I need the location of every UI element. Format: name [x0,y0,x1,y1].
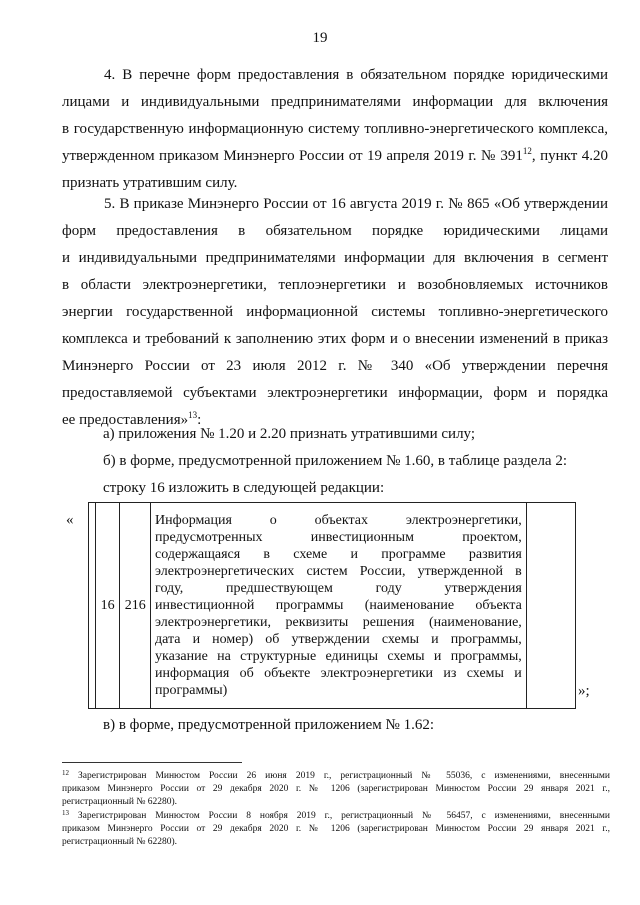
paragraph-5-line: в области электроэнергетики, теплоэнергетики и возобновляемых источников [62,277,608,293]
description-line: электроэнергетических систем России, утвержденной в [155,564,522,579]
page-number: 19 [312,30,328,46]
paragraph-5-line: Минэнерго России от 23 июля 2012 г. № 340 «Об утверждении перечня [62,358,608,374]
table-cell-description [151,503,527,709]
description-line: содержащаяся в схеме и программе развития [155,547,522,562]
footnote-line: регистрационный № 62280). [62,837,178,847]
item-v: в) в форме, предусмотренной приложением № 1.62: [103,717,435,733]
footnote-text: Зарегистрирован Минюстом России 8 ноября 2019 г., регистрационный № 56457, с изменениями, внесенными [69,811,610,821]
table-cell-empty [89,503,96,709]
description-line: инвестиционной программы (наименование объекта [155,598,522,613]
paragraph-4-line: признать утратившим силу. [62,175,238,191]
footnote-mark: 12 [62,769,69,777]
quote-close: »; [578,683,590,699]
footnote-line: приказом Минэнерго России от 29 декабря 2020 г. № 1206 (зарегистрирован Минюстом России 29 января 2021 г., [62,824,610,834]
description-line: программы) [155,683,228,698]
table-cell-row-number: 16 [95,503,120,709]
paragraph-5-text: ее предоставления» [62,412,189,428]
item-a: а) приложения № 1.20 и 2.20 признать утратившими силу; [103,426,476,442]
description-line: дата и номер) об утверждении схемы и программы, [155,632,522,647]
footnote-line: приказом Минэнерго России от 29 декабря 2020 г. № 1206 (зарегистрирован Минюстом России 29 января 2021 г., [62,784,610,794]
paragraph-5-line: энергии государственной информационной системы топливно-энергетического [62,304,608,320]
paragraph-5-line: предоставляемой субъектами электроэнергетики информации, форм и порядка [62,385,608,401]
footnote-line [62,807,610,823]
footnote-ref-13[interactable]: 13 [188,410,198,420]
paragraph-4-text: утвержденном приказом Минэнерго России от 19 апреля 2019 г. № 391 [62,148,523,164]
quote-open: « [66,512,74,528]
footnote-13 [62,807,610,849]
footnote-12 [62,767,610,809]
footnote-line: регистрационный № 62280). [62,797,178,807]
paragraph-5-line: форм предоставления в обязательном порядке юридическими лицами [62,223,608,239]
paragraph-4-line: 4. В перечне форм предоставления в обязательном порядке юридическими [104,67,608,83]
footnote-line [62,767,610,783]
replacement-table-row [88,502,576,709]
paragraph-4-line: в государственную информационную систему топливно-энергетического комплекса, [62,121,608,137]
paragraph-5-line: комплекса и требований к заполнению этих форм и о внесении изменений в приказ [62,331,608,347]
paragraph-5-line: и индивидуальными предпринимателями информации для включения в сегмент [62,250,608,266]
paragraph-5-line: 5. В приказе Минэнерго России от 16 августа 2019 г. № 865 «Об утверждении [104,196,608,212]
table-cell-code: 216 [120,503,151,709]
description-line: году, предшествующем году утверждения [155,581,522,596]
description-line: указание на структурные единицы схемы и программы, [155,649,522,664]
item-b: б) в форме, предусмотренной приложением № 1.60, в таблице раздела 2: [103,453,568,469]
table-row [89,503,576,709]
footnote-ref-12[interactable]: 12 [522,146,532,156]
footnote-divider [62,762,242,763]
table-cell-empty [526,503,575,709]
footnote-mark: 13 [62,809,69,817]
footnote-text: Зарегистрирован Минюстом России 26 июня 2019 г., регистрационный № 55036, с изменениями, внесенными [69,771,610,781]
description-line: Информация о объектах электроэнергетики, [155,513,522,528]
paragraph-4 [62,62,608,197]
paragraph-5-text: : [197,412,202,428]
paragraph-5 [62,191,608,434]
description-line: предусмотренных инвестиционным проектом, [155,530,522,545]
description-line: информация об объекте электроэнергетики из схемы и [155,666,522,681]
description-line: электроэнергетики, реквизиты решения (наименование, [155,615,522,630]
paragraph-4-line [62,143,608,170]
paragraph-4-line: лицами и индивидуальными предпринимателями информации для включения [62,94,608,110]
row-instruction: строку 16 изложить в следующей редакции: [103,480,385,496]
paragraph-4-text: , пункт 4.20 [531,148,608,164]
